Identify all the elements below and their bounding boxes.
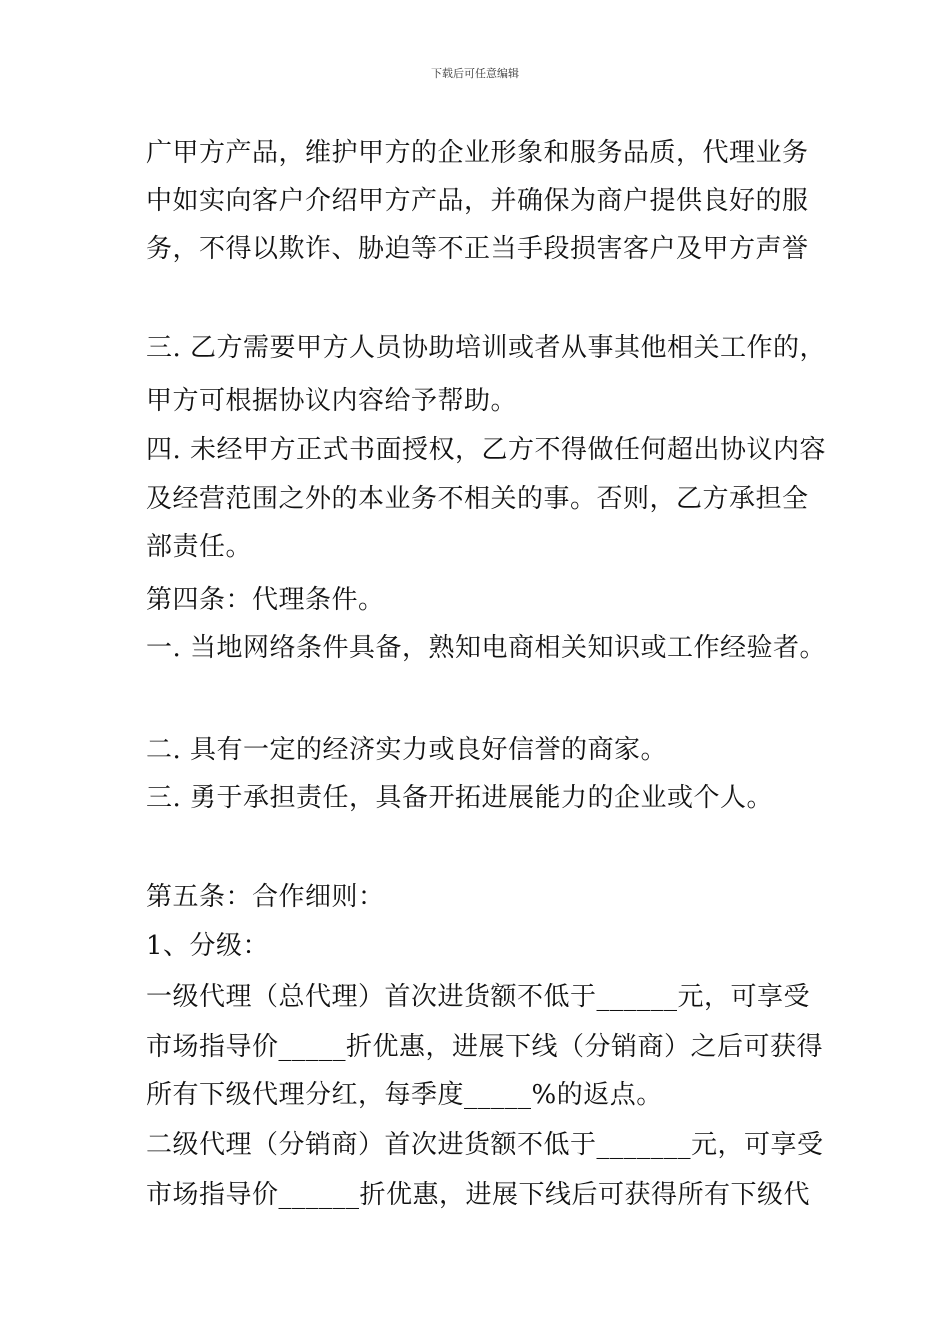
- body-line: 所有下级代理分红，每季度_____%的返点。: [146, 1080, 663, 1110]
- body-line: 及经营范围之外的本业务不相关的事。否则，乙方承担全: [146, 484, 809, 514]
- clause-four: 四. 未经甲方正式书面授权，乙方不得做任何超出协议内容: [146, 435, 827, 465]
- page-header: 下载后可任意编辑: [431, 67, 519, 80]
- body-line: 甲方可根据协议内容给予帮助。: [146, 386, 518, 416]
- article-five-title: 第五条：合作细则：: [146, 882, 385, 912]
- body-line: 务，不得以欺诈、胁迫等不正当手段损害客户及甲方声誉: [146, 234, 809, 264]
- body-line: 市场指导价______折优惠，进展下线后可获得所有下级代: [146, 1180, 811, 1210]
- level-two-agent: 二级代理（分销商）首次进货额不低于_______元，可享受: [146, 1130, 824, 1160]
- body-line: 中如实向客户介绍甲方产品，并确保为商户提供良好的服: [146, 186, 809, 216]
- clause-three: 三. 乙方需要甲方人员协助培训或者从事其他相关工作的，: [146, 333, 827, 363]
- condition-three: 三. 勇于承担责任，具备开拓进展能力的企业或个人。: [146, 783, 774, 813]
- body-line: 广甲方产品，维护甲方的企业形象和服务品质，代理业务: [146, 138, 809, 168]
- body-line: 部责任。: [146, 532, 253, 562]
- section-grading: 1、分级：: [146, 931, 270, 961]
- article-four-title: 第四条：代理条件。: [146, 585, 385, 615]
- level-one-agent: 一级代理（总代理）首次进货额不低于______元，可享受: [146, 982, 811, 1012]
- body-line: 市场指导价_____折优惠，进展下线（分销商）之后可获得: [146, 1032, 824, 1062]
- condition-one: 一. 当地网络条件具备，熟知电商相关知识或工作经验者。: [146, 633, 827, 663]
- condition-two: 二. 具有一定的经济实力或良好信誉的商家。: [146, 735, 668, 765]
